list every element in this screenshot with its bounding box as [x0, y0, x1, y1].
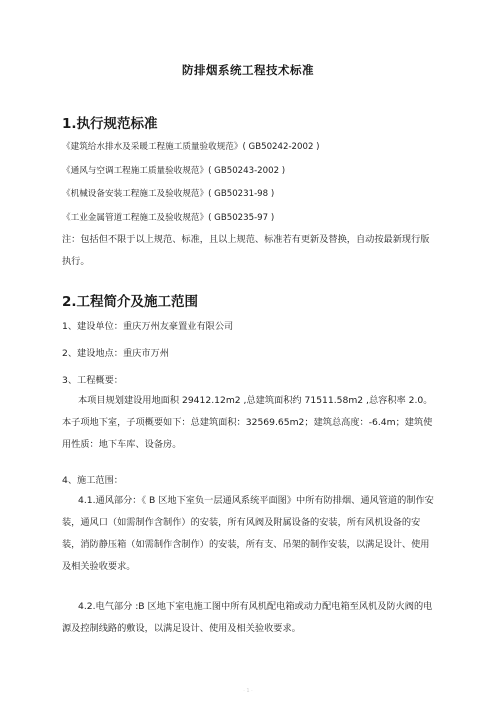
section-2-heading: 2.工程简介及施工范围: [62, 294, 199, 310]
scope-electrical-text: 4.2.电气部分 :B 区地下室电施工图中所有风机配电箱或动力配电箱至风机及防火阀的电源及控制线路的敷设，以满足设计、使用及相关验收要求。: [62, 601, 433, 634]
page-footer: · 1 ·: [243, 688, 253, 694]
project-location-line: 2、建设地点：重庆市万州: [62, 348, 169, 359]
project-owner-line: 1、建设单位：重庆万州友豪置业有限公司: [62, 321, 234, 332]
document-title: 防排烟系统工程技术标准: [182, 63, 314, 77]
standard-item: 《工业金属管道工程施工及验收规范》( GB50235-97 ): [62, 213, 275, 223]
standard-item: 《机械设备安装工程施工及验收规范》( GB50231-98 ): [62, 189, 275, 199]
standard-item: 《建筑给水排水及采暖工程施工质量验收规范》( GB50242-2002 ): [62, 142, 320, 152]
scope-ventilation-text: 4.1.通风部分：《 B 区地下室负一层通风系统平面图》中所有防排烟、通风管道的制作安装，通风口（如需制作含制作）的安装，所有风阀及附属设备的安装，所有风机设备的安装，消防静压箱（如需制作含制作）的安装，所有支、吊架的制作安装，以满足设计、使用及相关验收要求。: [62, 495, 434, 572]
scope-label: 4、施工范围：: [62, 475, 123, 486]
section-1-note: 注：包括但不限于以上规范、标准，且以上规范、标准若有更新及替换，自动按最新现行版执行。: [62, 234, 430, 267]
project-overview-label: 3、工程概要：: [62, 375, 123, 386]
standard-item: 《通风与空调工程施工质量验收规范》( GB50243-2002 ): [62, 166, 286, 176]
project-overview-text: 本项目规划建设用地面积 29412.12m2 ,总建筑面积约 71511.58m2 ,总容积率 2.0。本子项地下室，子项概要如下：总建筑面积：32569.65m2；建筑总高度：-6.4m；建筑使用性质：地下车库、设备房。: [62, 395, 433, 450]
section-1-heading: 1.执行规范标准: [62, 116, 158, 132]
